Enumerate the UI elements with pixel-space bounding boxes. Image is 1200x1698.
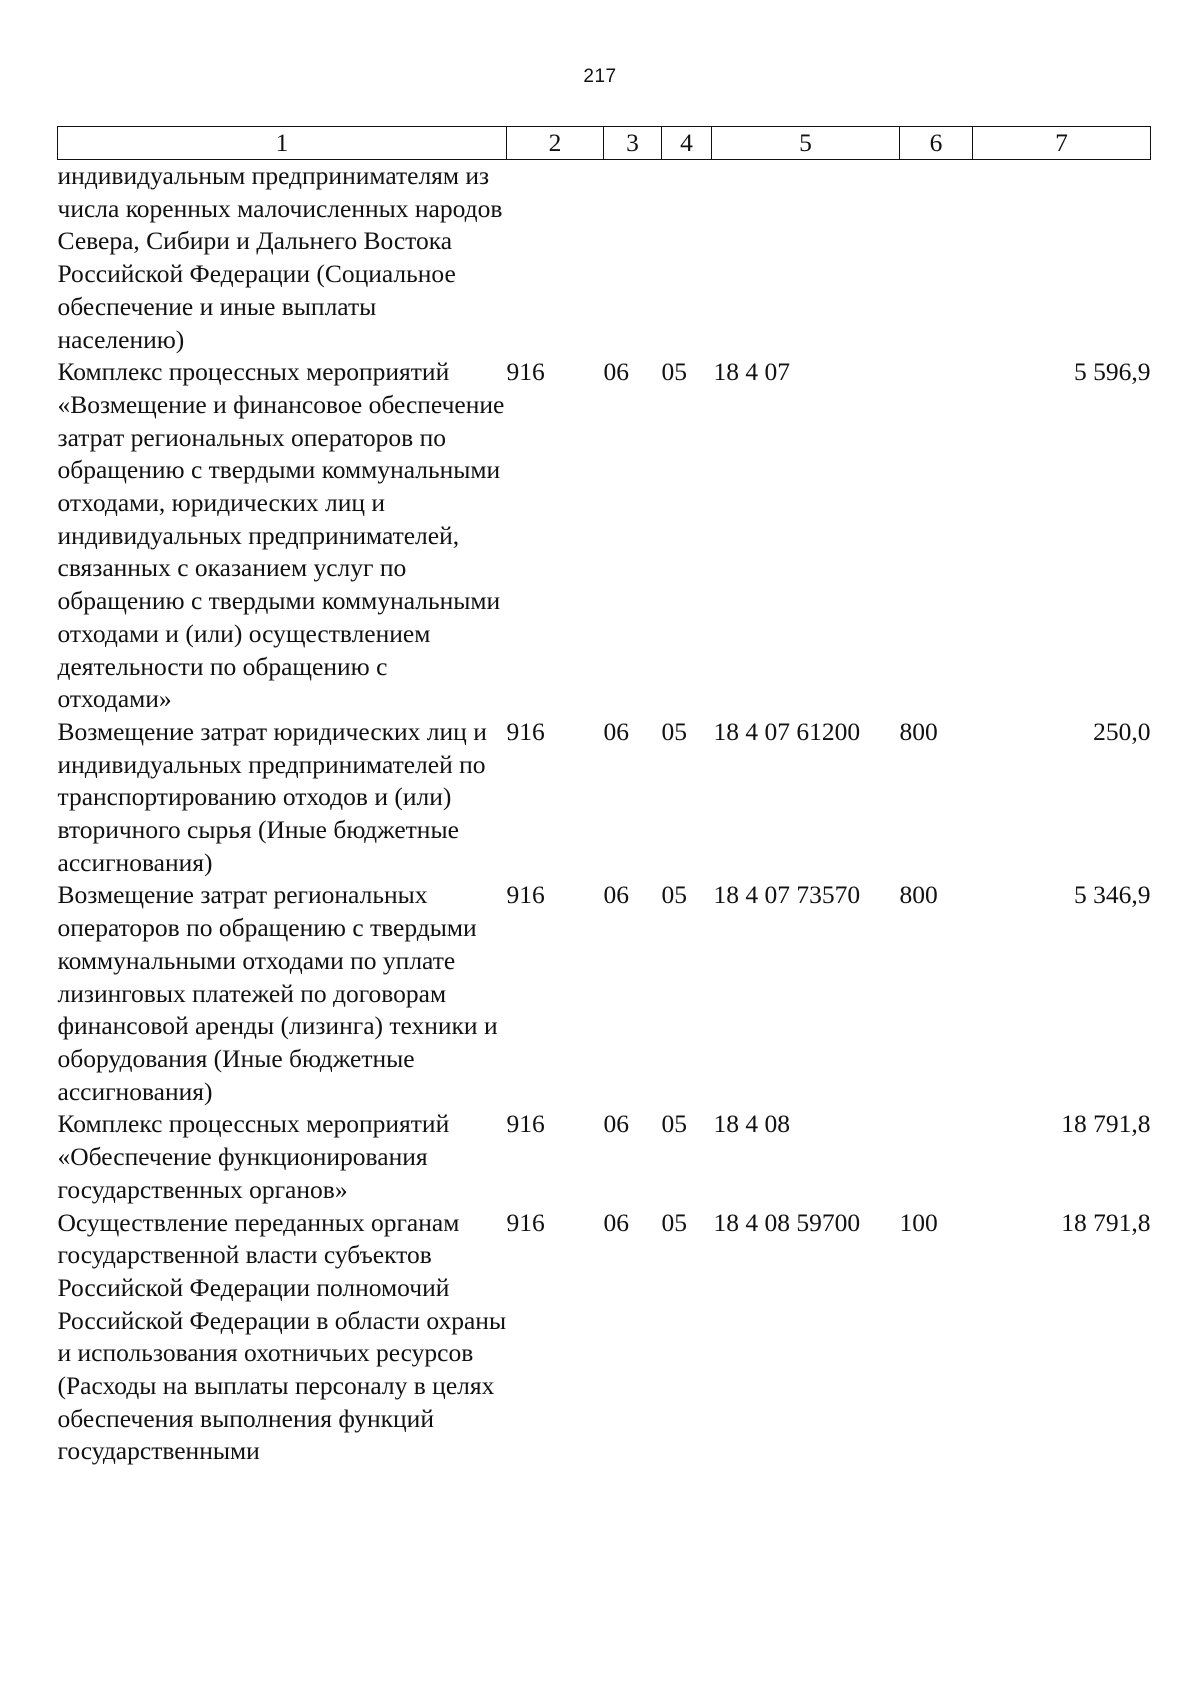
table-row [58,160,1151,357]
row-csr-cell: 18 4 07 73570 [713,880,861,910]
row-name-cell: Возмещение затрат региональных операторов по обращению с твердыми коммунальными отходами по уплате лизинговых платежей по договорам финансовой аренды (лизинга) техники и оборудования (Иные бюджетные ассигнования) [57,880,498,1106]
row-vr-cell: 800 [899,716,938,746]
row-grbs-cell: 916 [506,1207,545,1237]
row-vr-cell [900,356,973,716]
row-rz-cell: 06 [603,716,629,746]
row-vr-cell: 800 [899,880,938,910]
page-number: 217 [583,66,617,87]
column-header-rz: 3 [604,127,662,160]
row-csr-cell: 18 4 08 59700 [713,1207,861,1237]
table-header [58,127,1151,160]
row-csr-cell: 18 4 07 [713,357,790,387]
table-body [58,160,1151,1469]
row-pr-cell: 05 [661,716,687,746]
row-grbs-cell: 916 [506,880,545,910]
row-rz-cell: 06 [603,357,629,387]
row-name-cell: Возмещение затрат юридических лиц и индивидуальных предпринимателей по транспортированию отходов и (или) вторичного сырья (Иные бюджетные ассигнования) [57,716,487,877]
row-name-cell: индивидуальным предпринимателям из числа коренных малочисленных народов Севера, Сибири и Дальнего Востока Российской Федерации (Социальное обеспечение и иные выплаты населению) [57,161,503,354]
row-sum-cell: 18 791,8 [1061,1207,1151,1237]
row-rz-cell: 06 [603,1207,629,1237]
row-vr-cell: 100 [899,1207,938,1237]
row-csr-cell: 18 4 08 [713,1109,790,1139]
column-header-name: 1 [58,127,507,160]
column-header-vr: 6 [900,127,973,160]
row-name-cell: Комплекс процессных мероприятий «Возмещение и финансовое обеспечение затрат региональных операторов по обращению с твердыми коммунальными отходами, юридических лиц и индивидуальных предпринимателей, связанных с оказанием услуг по обращению с твердыми коммунальными отходами и (или) осуществлением деятельности по обращению с отходами» [57,357,505,714]
column-header-pr: 4 [662,127,712,160]
row-sum-cell: 5 346,9 [1074,880,1151,910]
row-rz-cell [604,160,662,357]
row-vr-cell [900,1108,973,1206]
row-pr-cell [662,160,712,357]
row-sum-cell: 18 791,8 [1061,1109,1151,1139]
row-pr-cell: 05 [661,1109,687,1139]
row-sum-cell: 250,0 [1093,716,1151,746]
row-vr-cell [900,160,973,357]
row-rz-cell: 06 [603,880,629,910]
row-name-cell: Комплекс процессных мероприятий «Обеспечение функционирования государственных органов» [57,1109,450,1204]
row-pr-cell: 05 [661,357,687,387]
row-csr-cell [712,160,900,357]
row-sum-cell [973,160,1151,357]
row-grbs-cell: 916 [506,357,545,387]
row-grbs-cell: 916 [506,1109,545,1139]
table-row [58,356,1151,716]
budget-table [57,126,1151,1468]
row-name-cell: Осуществление переданных органам государственной власти субъектов Российской Федерации полномочий Российской Федерации в области охраны и использования охотничьих ресурсов (Расходы на выплаты персоналу в целях обеспечения выполнения функций государственными [57,1207,507,1466]
row-sum-cell: 5 596,9 [1074,357,1151,387]
row-grbs-cell [507,160,604,357]
table-row [58,1207,1151,1469]
row-grbs-cell: 916 [506,716,545,746]
header-row [58,127,1151,160]
row-rz-cell: 06 [603,1109,629,1139]
table-row [58,879,1151,1108]
column-header-csr: 5 [712,127,900,160]
row-pr-cell: 05 [661,880,687,910]
row-pr-cell: 05 [661,1207,687,1237]
column-header-grbs: 2 [507,127,604,160]
column-header-sum: 7 [973,127,1151,160]
table-row [58,1108,1151,1206]
row-csr-cell: 18 4 07 61200 [713,716,861,746]
table-row [58,716,1151,880]
